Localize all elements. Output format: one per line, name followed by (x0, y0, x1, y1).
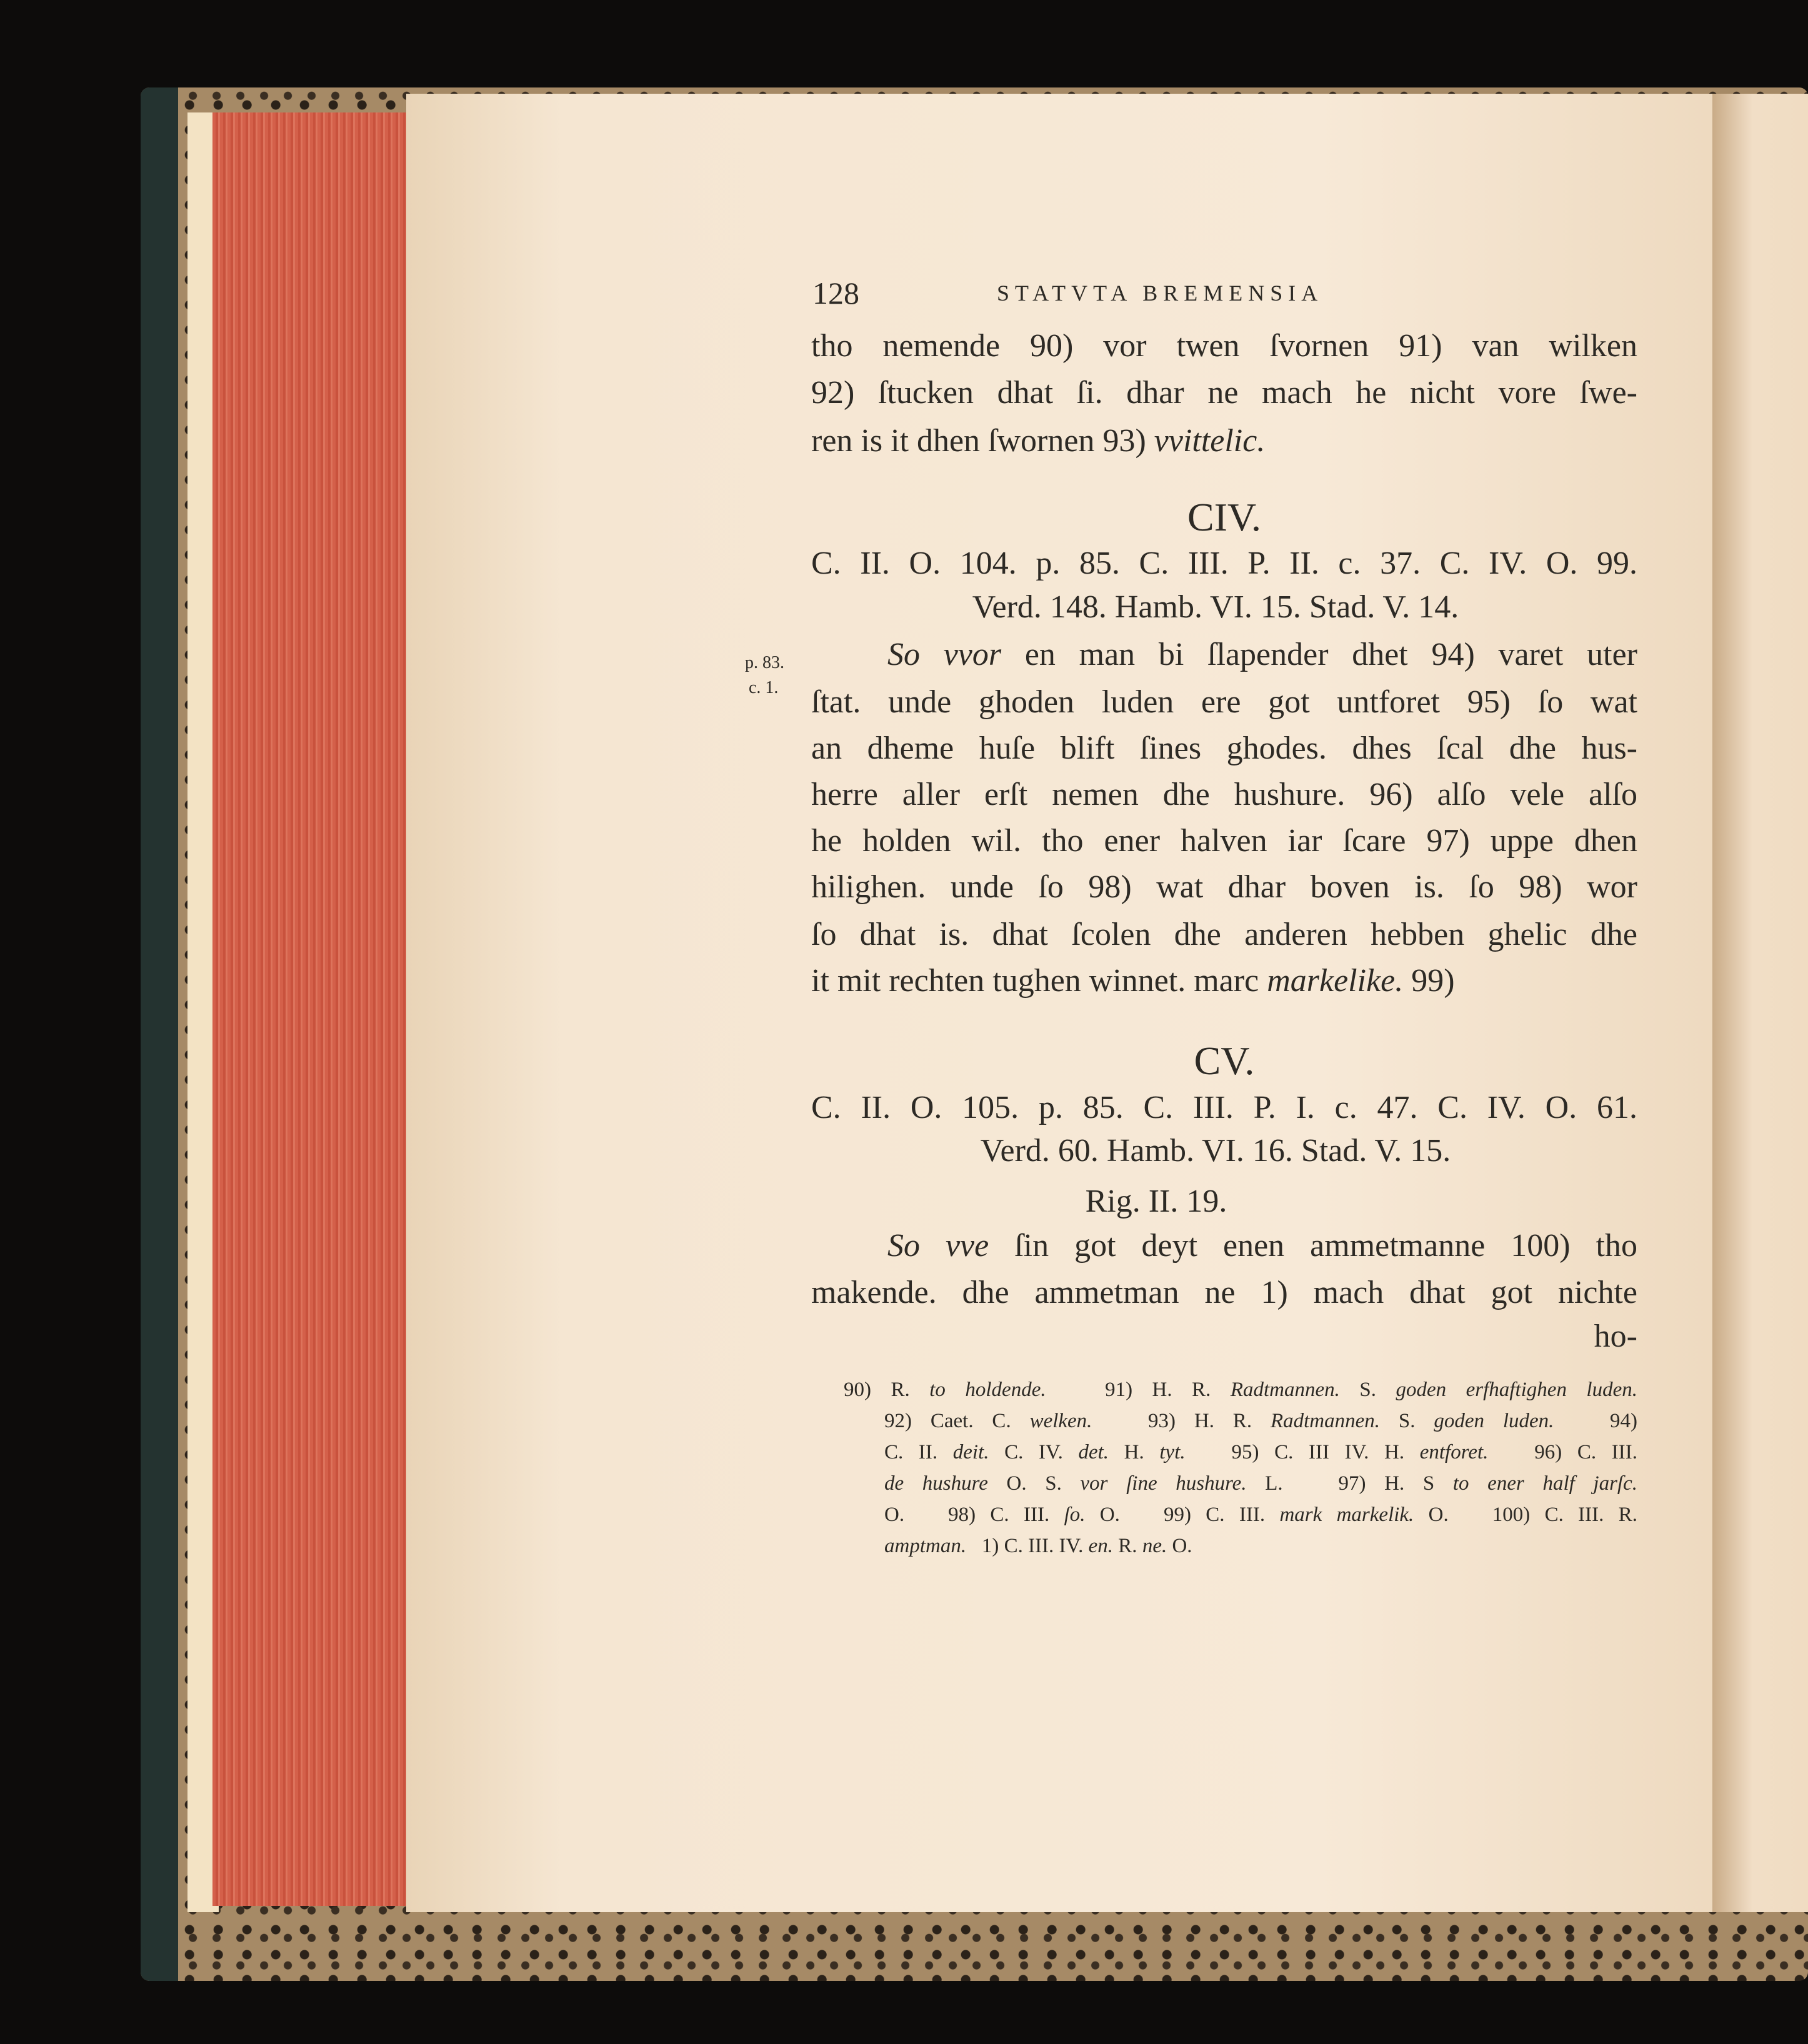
italic-text: de hushure (884, 1472, 988, 1495)
text-segment: ren is it dhen ſwornen 93) (811, 423, 1154, 459)
book-cover-spine (141, 87, 178, 1981)
text-segment: O. 100) C. III. R. (1414, 1503, 1637, 1526)
text-segment: en man bi ſlapender dhet 94) varet uter (1001, 637, 1637, 672)
text-line (811, 330, 1637, 362)
text-segment: CV. (1194, 1039, 1255, 1083)
running-title: STATVTA BREMENSIA (997, 281, 1324, 306)
text-line (887, 639, 1637, 671)
footnote-line (884, 1442, 1637, 1463)
footnote-line (884, 1536, 1637, 1557)
text-segment: 1) C. III. IV. (966, 1535, 1089, 1557)
text-segment: ho- (1594, 1319, 1637, 1354)
book-page (406, 94, 1712, 1912)
italic-text: goden erfhaftighen luden. (1396, 1378, 1637, 1401)
chapter-heading (811, 1041, 1637, 1081)
text-segment: ſo dhat is. dhat ſcolen dhe anderen hebben ghelic dhe (811, 917, 1637, 952)
text-segment: O. 98) C. III. (884, 1503, 1064, 1526)
text-segment: Verd. 148. Hamb. VI. 15. Stad. V. 14. (972, 589, 1459, 625)
text-line (811, 1320, 1637, 1353)
text-segment: O. S. (987, 1472, 1081, 1495)
text-line (811, 779, 1637, 811)
italic-text: to ener half jarſc. (1452, 1472, 1637, 1495)
italic-text: So vve (887, 1228, 989, 1264)
italic-text: goden luden. (1434, 1410, 1554, 1432)
text-line (811, 825, 1637, 857)
italic-text: So vvor (887, 637, 1002, 672)
text-segment: 92) ſtucken dhat ſi. dhar ne mach he nicht vore ſwe- (811, 375, 1637, 411)
italic-text: to holdende. (929, 1378, 1046, 1401)
text-line (811, 547, 1637, 580)
text-segment: O. (1167, 1535, 1192, 1557)
margin-note-chapter: c. 1. (749, 678, 779, 697)
text-segment: 92) Caet. C. (884, 1410, 1030, 1432)
text-segment: an dheme huſe blift ſines ghodes. dhes ſcal dhe hus- (811, 730, 1637, 766)
footnote-line (844, 1380, 1637, 1400)
text-line (1000, 1185, 1312, 1218)
italic-text: markelike. (1267, 963, 1404, 999)
text-line (811, 377, 1637, 409)
text-segment: Rig. II. 19. (1085, 1184, 1227, 1219)
text-line (811, 425, 1637, 457)
italic-text: det. (1078, 1441, 1109, 1463)
facing-page-edge (1712, 94, 1808, 1912)
text-segment: 93) H. R. (1092, 1410, 1271, 1432)
text-segment: Verd. 60. Hamb. VI. 16. Stad. V. 15. (980, 1133, 1451, 1169)
text-segment: L. 97) H. S (1246, 1472, 1453, 1495)
page-number: 128 (812, 276, 859, 311)
text-line (811, 686, 1637, 719)
text-segment: 90) R. (844, 1378, 930, 1401)
text-segment: tho nemende 90) vor twen ſvornen 91) van wilken (811, 328, 1637, 364)
text-segment: 95) C. III IV. H. (1185, 1441, 1420, 1463)
text-line (811, 732, 1637, 765)
text-line (887, 591, 1544, 624)
italic-text: en. (1088, 1535, 1114, 1557)
text-line (811, 1277, 1637, 1309)
text-segment: ſtat. unde ghoden luden ere got untforet 95) ſo wat (811, 684, 1637, 720)
italic-text: ne. (1142, 1535, 1167, 1557)
text-segment: ſin got deyt enen ammetmanne 100) tho (989, 1228, 1637, 1264)
italic-text: Radtmannen. (1230, 1378, 1340, 1401)
text-segment: R. (1113, 1535, 1142, 1557)
italic-text: vor ſine hushure. (1080, 1472, 1247, 1495)
footnote-line (884, 1473, 1637, 1494)
text-line (811, 1092, 1637, 1124)
text-segment: S. (1380, 1410, 1434, 1432)
text-segment: makende. dhe ammetman ne 1) mach dhat got nichte (811, 1275, 1637, 1310)
text-line (811, 919, 1637, 951)
italic-text: welken. (1029, 1410, 1092, 1432)
margin-note-page: p. 83. (745, 653, 784, 672)
italic-text: ſo. (1064, 1503, 1086, 1526)
text-segment: he holden wil. tho ener halven iar ſcare 97) uppe dhen (811, 823, 1637, 859)
italic-text: Radtmannen. (1270, 1410, 1380, 1432)
italic-text: entforet. (1419, 1441, 1489, 1463)
text-line (811, 871, 1637, 904)
text-segment: H. (1109, 1441, 1160, 1463)
text-segment: 94) (1554, 1410, 1637, 1432)
footnote-line (884, 1411, 1637, 1432)
text-segment: C. II. (884, 1441, 953, 1463)
text-segment: hilighen. unde ſo 98) wat dhar boven is. ſo 98) wor (811, 869, 1637, 905)
text-segment: C. IV. (989, 1441, 1079, 1463)
italic-text: vvittelic. (1154, 423, 1266, 459)
text-line (811, 965, 1637, 997)
text-segment: 96) C. III. (1488, 1441, 1638, 1463)
text-segment: C. II. O. 105. p. 85. C. III. P. I. c. 47. C. IV. O. 61. (811, 1090, 1637, 1125)
italic-text: deit. (952, 1441, 989, 1463)
text-segment: CIV. (1187, 495, 1261, 539)
text-segment: C. II. O. 104. p. 85. C. III. P. II. c. 37. C. IV. O. 99. (811, 546, 1637, 581)
page-edges-red (212, 112, 412, 1906)
text-segment: 99) (1403, 963, 1455, 999)
italic-text: amptman. (884, 1535, 967, 1557)
text-segment: it mit rechten tughen winnet. marc (811, 963, 1267, 999)
text-segment: herre aller erſt nemen dhe hushure. 96) alſo vele alſo (811, 777, 1637, 812)
italic-text: mark markelik. (1279, 1503, 1414, 1526)
footnote-line (884, 1505, 1637, 1525)
text-line (887, 1135, 1544, 1167)
text-segment: S. (1339, 1378, 1396, 1401)
text-segment: O. 99) C. III. (1085, 1503, 1280, 1526)
italic-text: tyt. (1159, 1441, 1186, 1463)
chapter-heading (811, 497, 1637, 537)
text-line (887, 1230, 1637, 1262)
text-segment: 91) H. R. (1046, 1378, 1231, 1401)
